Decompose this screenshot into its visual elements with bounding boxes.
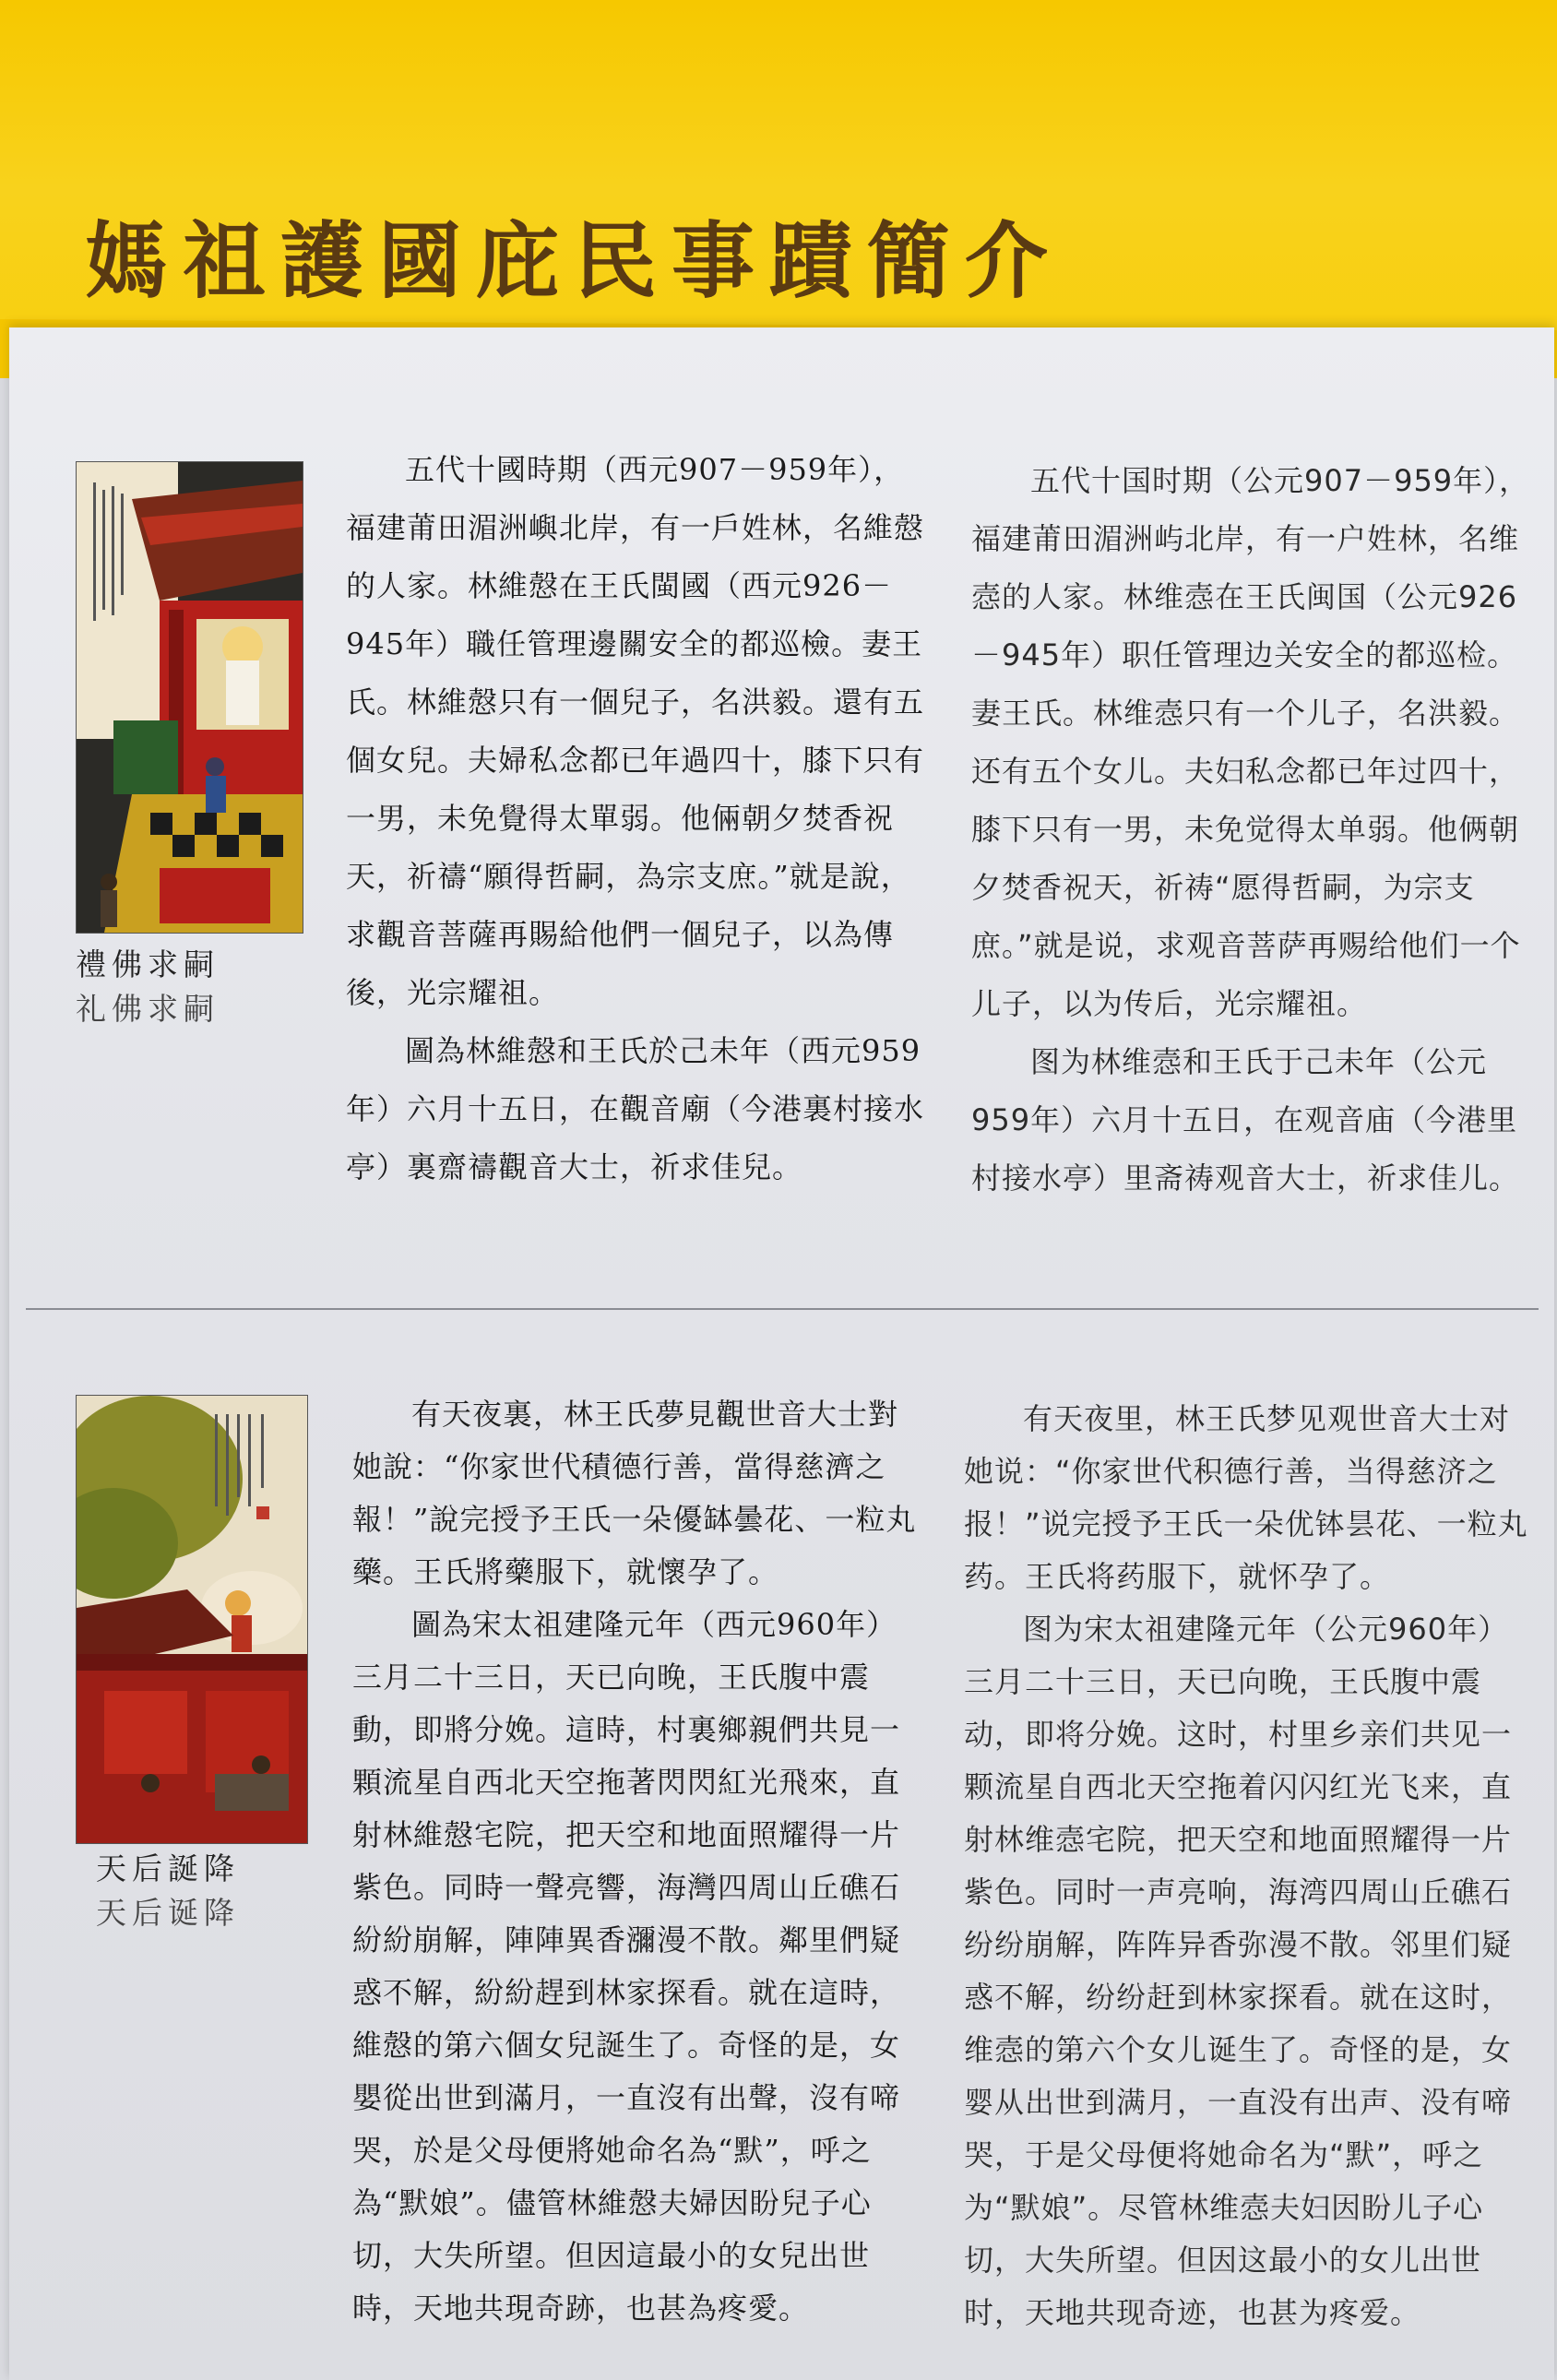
- page-title: 媽祖護國庇民事蹟簡介: [85, 212, 1063, 310]
- section2-simplified-text: [964, 1393, 1531, 2339]
- section1-trad-para-1: 五代十國時期（西元907－959年），福建莆田湄洲嶼北岸，有一戶姓林，名維慤的人家。林維慤在王氏閩國（西元926－945年）職任管理邊關安全的都巡檢。妻王氏。林維慤只有一個兒子，名洪毅。還有五個女兒。夫婦私念都已年過四十，膝下只有一男，未免覺得太單弱。他倆朝夕焚香祝天，祈禱“願得哲嗣，為宗支庶。”就是說，求觀音菩薩再賜給他們一個兒子，以為傳後，光宗耀祖。: [346, 452, 925, 1010]
- section1-simplified-text: [971, 452, 1534, 1208]
- painting-worship: [76, 461, 303, 934]
- painting-birth-art: [77, 1396, 307, 1843]
- caption-worship-simp: 礼佛求嗣: [76, 991, 220, 1027]
- painting-birth: [76, 1395, 308, 1844]
- caption-worship: [76, 943, 220, 1031]
- section1-simp-para-1: 五代十国时期（公元907－959年），福建莆田湄洲屿北岸，有一户姓林，名维悫的人家。林维悫在王氏闽国（公元926－945年）职任管理边关安全的都巡检。妻王氏。林维悫只有一个儿子，名洪毅。还有五个女儿。夫妇私念都已年过四十，膝下只有一男，未免觉得太单弱。他俩朝夕焚香祝天，祈祷“愿得哲嗣，为宗支庶。”就是说，求观音菩萨再赐给他们一个儿子，以为传后，光宗耀祖。: [971, 463, 1530, 1021]
- section1-traditional-text: [346, 441, 932, 1196]
- section2-trad-para-1: 有天夜裏，林王氏夢見觀世音大士對她說：“你家世代積德行善，當得慈濟之報！”說完授予王氏一朵優缽曇花、一粒丸藥。王氏將藥服下，就懷孕了。: [352, 1397, 917, 1589]
- section2-traditional-text: [352, 1388, 926, 2335]
- caption-worship-trad: 禮佛求嗣: [76, 946, 220, 982]
- section2-simp-para-1: 有天夜里，林王氏梦见观世音大士对她说：“你家世代积德行善，当得慈济之报！”说完授予王氏一朵优钵昙花、一粒丸药。王氏将药服下，就怀孕了。: [964, 1401, 1528, 1594]
- section2-trad-para-2: 圖為宋太祖建隆元年（西元960年）三月二十三日，天已向晚，王氏腹中震動，即將分娩。這時，村裏鄉親們共見一顆流星自西北天空拖著閃閃紅光飛來，直射林維慤宅院，把天空和地面照耀得一片紫色。同時一聲亮響，海灣四周山丘礁石紛紛崩解，陣陣異香瀰漫不散。鄰里們疑惑不解，紛紛趕到林家探看。就在這時，維慤的第六個女兒誕生了。奇怪的是，女嬰從出世到滿月，一直沒有出聲，沒有啼哭，於是父母便將她命名為“默”，呼之為“默娘”。儘管林維慤夫婦因盼兒子心切，大失所望。但因這最小的女兒出世時，天地共現奇跡，也甚為疼愛。: [352, 1607, 901, 2326]
- painting-worship-art: [77, 462, 303, 933]
- section-divider: [26, 1308, 1539, 1310]
- caption-birth-trad: 天后誕降: [96, 1850, 240, 1886]
- section1-trad-para-2: 圖為林維慤和王氏於己未年（西元959年）六月十五日，在觀音廟（今港裏村接水亭）裏齋禱觀音大士，祈求佳兒。: [346, 1033, 925, 1184]
- caption-birth: [96, 1847, 240, 1935]
- section1-simp-para-2: 图为林维悫和王氏于己未年（公元959年）六月十五日，在观音庙（今港里村接水亭）里斋祷观音大士，祈求佳儿。: [971, 1044, 1520, 1196]
- caption-birth-simp: 天后诞降: [96, 1895, 240, 1931]
- section2-simp-para-2: 图为宋太祖建隆元年（公元960年）三月二十三日，天已向晚，王氏腹中震动，即将分娩。这时，村里乡亲们共见一颗流星自西北天空拖着闪闪红光飞来，直射林维悫宅院，把天空和地面照耀得一片紫色。同时一声亮响，海湾四周山丘礁石纷纷崩解，阵阵异香弥漫不散。邻里们疑惑不解，纷纷赶到林家探看。就在这时，维悫的第六个女儿诞生了。奇怪的是，女婴从出世到满月，一直没有出声、没有啼哭，于是父母便将她命名为“默”，呼之为“默娘”。尽管林维悫夫妇因盼儿子心切，大失所望。但因这最小的女儿出世时，天地共现奇迹，也甚为疼爱。: [964, 1612, 1513, 2330]
